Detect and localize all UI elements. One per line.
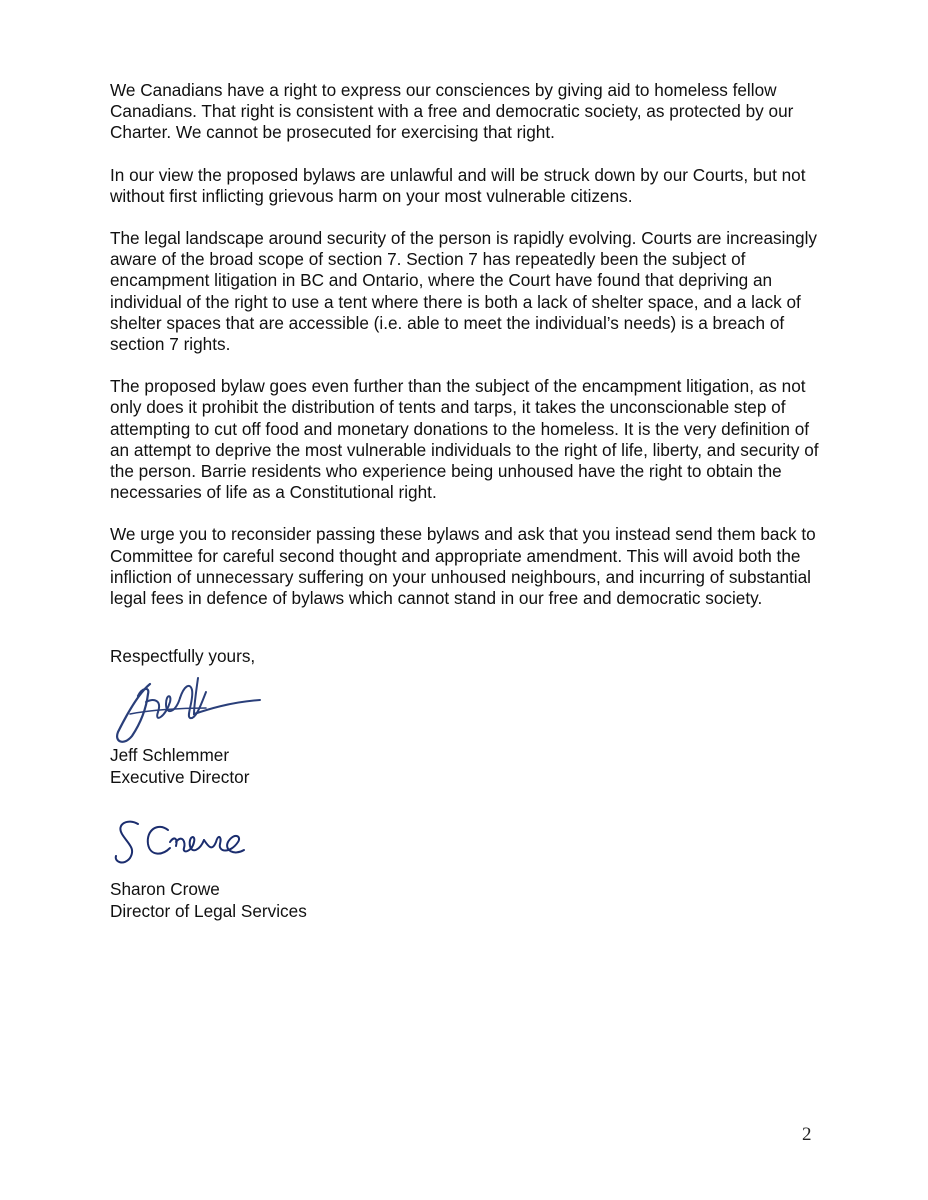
signatory-1 bbox=[110, 744, 249, 788]
paragraph-4: The proposed bylaw goes even further than the subject of the encampment litigation, as not only does it prohibit the distribution of tents and tarps, it takes the unconscionable step of attempting to cut off food and monetary donations to the homeless. It is the very definition of an attempt to deprive the most vulnerable individuals to the right of life, liberty, and security of the person. Barrie residents who experience being unhoused have the right to obtain the necessaries of life as a Constitutional right. bbox=[110, 376, 819, 503]
closing-block bbox=[110, 646, 255, 667]
paragraph-2: In our view the proposed bylaws are unlawful and will be struck down by our Courts, but not without first inflicting grievous harm on your most vulnerable citizens. bbox=[110, 164, 806, 206]
signature-jeff-schlemmer bbox=[110, 672, 280, 752]
signatory-name: Jeff Schlemmer bbox=[110, 745, 230, 765]
closing-salutation: Respectfully yours, bbox=[110, 646, 256, 666]
page-number: 2 bbox=[802, 1124, 812, 1145]
signature-sharon-crowe bbox=[110, 812, 260, 872]
paragraph-3: The legal landscape around security of the person is rapidly evolving. Courts are increasingly aware of the broad scope of section 7. Section 7 has repeatedly been the subject of encampment litigation in BC and Ontario, where the Court have found that depriving an individual of the right to use a tent where there is both a lack of shelter space, and a lack of shelter spaces that are accessible (i.e. able to meet the individual’s needs) is a breach of section 7 rights. bbox=[110, 228, 817, 355]
letter-body bbox=[110, 80, 830, 630]
signature-block-1 bbox=[110, 672, 280, 752]
paragraph-1: We Canadians have a right to express our consciences by giving aid to homeless fellow Canadians. That right is consistent with a free and democratic society, as protected by our Charter. We cannot be prosecuted for exercising that right. bbox=[110, 80, 794, 143]
signatory-2 bbox=[110, 878, 307, 922]
paragraph-5: We urge you to reconsider passing these bylaws and ask that you instead send them back to Committee for careful second thought and appropriate amendment. This will avoid both the infliction of unnecessary suffering on your unhoused neighbours, and incurring of substantial legal fees in defence of bylaws which cannot stand in our free and democratic society. bbox=[110, 524, 816, 609]
signatory-title: Executive Director bbox=[110, 767, 250, 787]
signatory-name: Sharon Crowe bbox=[110, 879, 220, 899]
signatory-title: Director of Legal Services bbox=[110, 901, 307, 921]
signature-block-2 bbox=[110, 812, 260, 872]
